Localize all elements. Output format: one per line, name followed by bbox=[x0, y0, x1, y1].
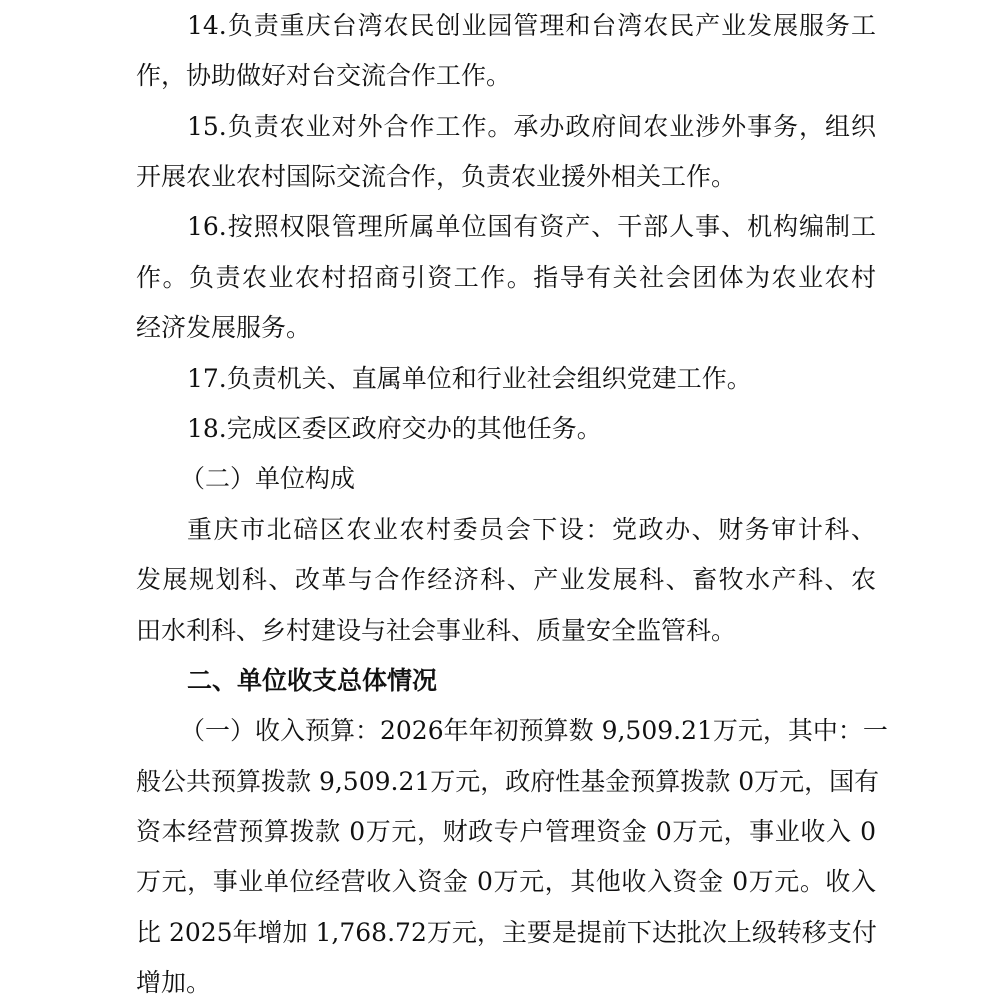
item-17: 17.负责机关、直属单位和行业社会组织党建工作。 bbox=[187, 364, 752, 393]
item-16-line-3: 经济发展服务。 bbox=[136, 313, 312, 342]
income-budget-line-2: 般公共预算拨款 9,509.21万元，政府性基金预算拨款 0万元，国有 bbox=[136, 767, 880, 796]
unit-structure-line-3: 田水利科、乡村建设与社会事业科、质量安全监管科。 bbox=[136, 616, 737, 645]
section-heading-budget-overview: 二、单位收支总体情况 bbox=[187, 666, 438, 695]
income-budget-line-5: 比 2025年增加 1,768.72万元，主要是提前下达批次上级转移支付 bbox=[136, 918, 877, 947]
section-heading-unit-structure: （二）单位构成 bbox=[180, 464, 356, 493]
item-15-line-1: 15.负责农业对外合作工作。承办政府间农业涉外事务，组织 bbox=[187, 112, 876, 141]
income-budget-line-1: （一）收入预算：2026年年初预算数 9,509.21万元，其中：一 bbox=[180, 716, 888, 745]
unit-structure-line-1: 重庆市北碚区农业农村委员会下设：党政办、财务审计科、 bbox=[187, 515, 876, 544]
income-budget-line-6: 增加。 bbox=[136, 968, 212, 997]
unit-structure-line-2: 发展规划科、改革与合作经济科、产业发展科、畜牧水产科、农 bbox=[136, 565, 876, 594]
item-18: 18.完成区委区政府交办的其他任务。 bbox=[187, 414, 602, 443]
income-budget-line-4: 万元，事业单位经营收入资金 0万元，其他收入资金 0万元。收入 bbox=[136, 867, 876, 896]
item-16-line-2: 作。负责农业农村招商引资工作。指导有关社会团体为农业农村 bbox=[136, 263, 876, 292]
income-budget-line-3: 资本经营预算拨款 0万元，财政专户管理资金 0万元，事业收入 0 bbox=[136, 817, 876, 846]
item-15-line-2: 开展农业农村国际交流合作，负责农业援外相关工作。 bbox=[136, 162, 737, 191]
item-14-line-1: 14.负责重庆台湾农民创业园管理和台湾农民产业发展服务工 bbox=[187, 11, 876, 40]
item-14-line-2: 作，协助做好对台交流合作工作。 bbox=[136, 61, 512, 90]
item-16-line-1: 16.按照权限管理所属单位国有资产、干部人事、机构编制工 bbox=[187, 212, 876, 241]
